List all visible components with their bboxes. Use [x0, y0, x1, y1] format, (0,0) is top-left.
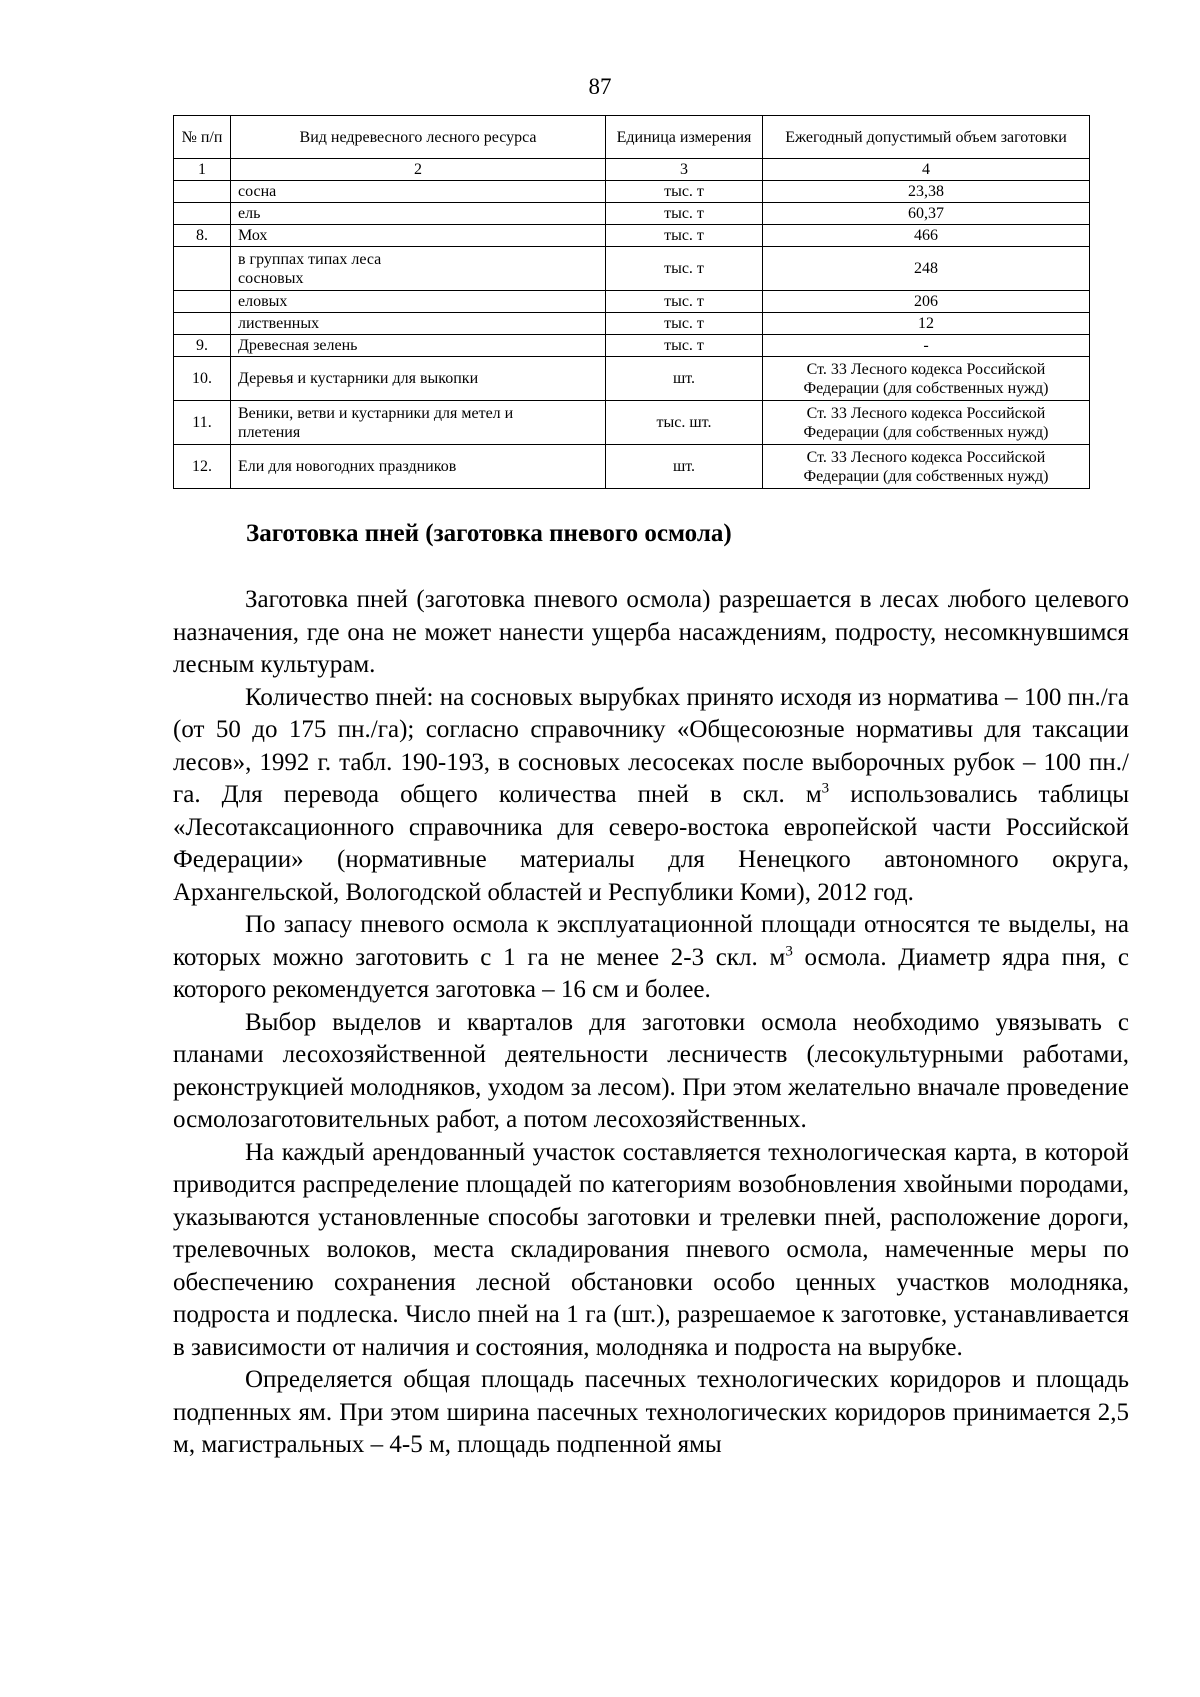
- paragraph: Определяется общая площадь пасечных технологических коридоров и площадь подпенных ям. При этом ширина пасечных технологических коридоров принимается 2,5 м, магистральных – 4-5 м, площадь подпенной ямы: [173, 1366, 1129, 1458]
- row-volume: Ст. 33 Лесного кодекса Российской Федерации (для собственных нужд): [763, 357, 1090, 401]
- row-unit: тыс. т: [606, 291, 763, 313]
- table-row: [174, 335, 1090, 357]
- row-num: 8.: [174, 225, 231, 247]
- row-num: [174, 247, 231, 291]
- page-number: 87: [588, 74, 612, 99]
- table-row: [174, 203, 1090, 225]
- row-num: [174, 181, 231, 203]
- superscript: 3: [821, 780, 830, 797]
- row-kind: Деревья и кустарники для выкопки: [231, 357, 606, 401]
- row-unit: тыс. шт.: [606, 401, 763, 445]
- row-kind: сосна: [231, 181, 606, 203]
- row-kind: Веники, ветви и кустарники для метел и плетения: [231, 401, 606, 445]
- row-kind: в группах типах леса сосновых: [231, 247, 606, 291]
- row-volume: 12: [763, 313, 1090, 335]
- row-volume: 23,38: [763, 181, 1090, 203]
- header-num: № п/п: [174, 116, 231, 159]
- superscript: 3: [785, 943, 793, 960]
- row-volume: Ст. 33 Лесного кодекса Российской Федерации (для собственных нужд): [763, 401, 1090, 445]
- row-unit: тыс. т: [606, 181, 763, 203]
- header-volume: Ежегодный допустимый объем заготовки: [763, 116, 1090, 159]
- table-row: [174, 313, 1090, 335]
- section-heading: Заготовка пней (заготовка пневого осмола): [246, 520, 732, 547]
- paragraph-text: По запасу пневого осмола к эксплуатационной площади относятся те выделы, на которых можно заготовить с 1 га не менее 2-3 скл. м: [173, 911, 1129, 971]
- row-num: [174, 291, 231, 313]
- table-row: [174, 225, 1090, 247]
- header-kind: Вид недревесного лесного ресурса: [231, 116, 606, 159]
- col-number: 4: [763, 159, 1090, 181]
- row-num: 10.: [174, 357, 231, 401]
- table-header-row: [174, 116, 1090, 159]
- row-unit: тыс. т: [606, 313, 763, 335]
- row-kind: ель: [231, 203, 606, 225]
- row-volume: 466: [763, 225, 1090, 247]
- table-row: [174, 357, 1090, 401]
- table-row: [174, 291, 1090, 313]
- resources-table: [173, 115, 1090, 489]
- row-num: 11.: [174, 401, 231, 445]
- row-unit: тыс. т: [606, 203, 763, 225]
- row-kind: Мох: [231, 225, 606, 247]
- paragraph-text: Количество пней: на сосновых вырубках принято исходя из норматива – 100 пн./га (от 50 до 175 пн./га); согласно справочнику «Общесоюзные нормативы для таксации лесов», 1992 г. табл. 190-193, в сосновых лесосеках после выборочных рубок – 100 пн./га. Для перевода общего количества пней в скл. м: [173, 683, 1129, 808]
- row-unit: тыс. т: [606, 225, 763, 247]
- column-number-row: [174, 159, 1090, 181]
- paragraph-text: использовались таблицы «Лесотаксационного справочника для северо-востока европейской части Российской Федерации» (нормативные материалы для Ненецкого автономного округа, Архангельской, Вологодской областей и Республики Коми), 2012 год.: [173, 781, 1129, 906]
- row-num: 9.: [174, 335, 231, 357]
- paragraph: Выбор выделов и кварталов для заготовки осмола необходимо увязывать с планами лесохозяйственной деятельности лесничеств (лесокультурными работами, реконструкцией молодняков, уходом за лесом). При этом желательно вначале проведение осмолозаготовительных работ, а потом лесохозяйственных.: [173, 1008, 1129, 1133]
- paragraph: Заготовка пней (заготовка пневого осмола) разрешается в лесах любого целевого назначения, где она не может нанести ущерба насаждениям, подросту, несомкнувшимся лесным культурам.: [173, 586, 1129, 678]
- row-volume: 248: [763, 247, 1090, 291]
- row-num: [174, 203, 231, 225]
- row-kind: лиственных: [231, 313, 606, 335]
- table-row: [174, 445, 1090, 489]
- row-unit: шт.: [606, 445, 763, 489]
- row-volume: -: [763, 335, 1090, 357]
- row-num: 12.: [174, 445, 231, 489]
- row-volume: Ст. 33 Лесного кодекса Российской Федерации (для собственных нужд): [763, 445, 1090, 489]
- row-volume: 60,37: [763, 203, 1090, 225]
- row-num: [174, 313, 231, 335]
- table-row: [174, 247, 1090, 291]
- col-number: 2: [231, 159, 606, 181]
- col-number: 3: [606, 159, 763, 181]
- header-unit: Единица измерения: [606, 116, 763, 159]
- col-number: 1: [174, 159, 231, 181]
- row-volume: 206: [763, 291, 1090, 313]
- row-kind: Древесная зелень: [231, 335, 606, 357]
- table-row: [174, 401, 1090, 445]
- paragraph: [173, 909, 1129, 1007]
- paragraph: [173, 682, 1129, 910]
- table-row: [174, 181, 1090, 203]
- row-unit: тыс. т: [606, 247, 763, 291]
- row-kind: Ели для новогодних праздников: [231, 445, 606, 489]
- body-text: [173, 584, 1129, 1462]
- row-kind: еловых: [231, 291, 606, 313]
- paragraph: На каждый арендованный участок составляется технологическая карта, в которой приводится распределение площадей по категориям возобновления хвойными породами, указываются установленные способы заготовки и трелевки пней, расположение дороги, трелевочных волоков, места складирования пневого осмола, намеченные меры по обеспечению сохранения лесной обстановки особо ценных участков молодняка, подроста и подлеска. Число пней на 1 га (шт.), разрешаемое к заготовке, устанавливается в зависимости от наличия и состояния, молодняка и подроста на вырубке.: [173, 1138, 1129, 1361]
- paragraph-text: осмола. Диаметр ядра пня, с которого рекомендуется заготовка – 16 см и более.: [173, 943, 1130, 1003]
- row-unit: тыс. т: [606, 335, 763, 357]
- row-unit: шт.: [606, 357, 763, 401]
